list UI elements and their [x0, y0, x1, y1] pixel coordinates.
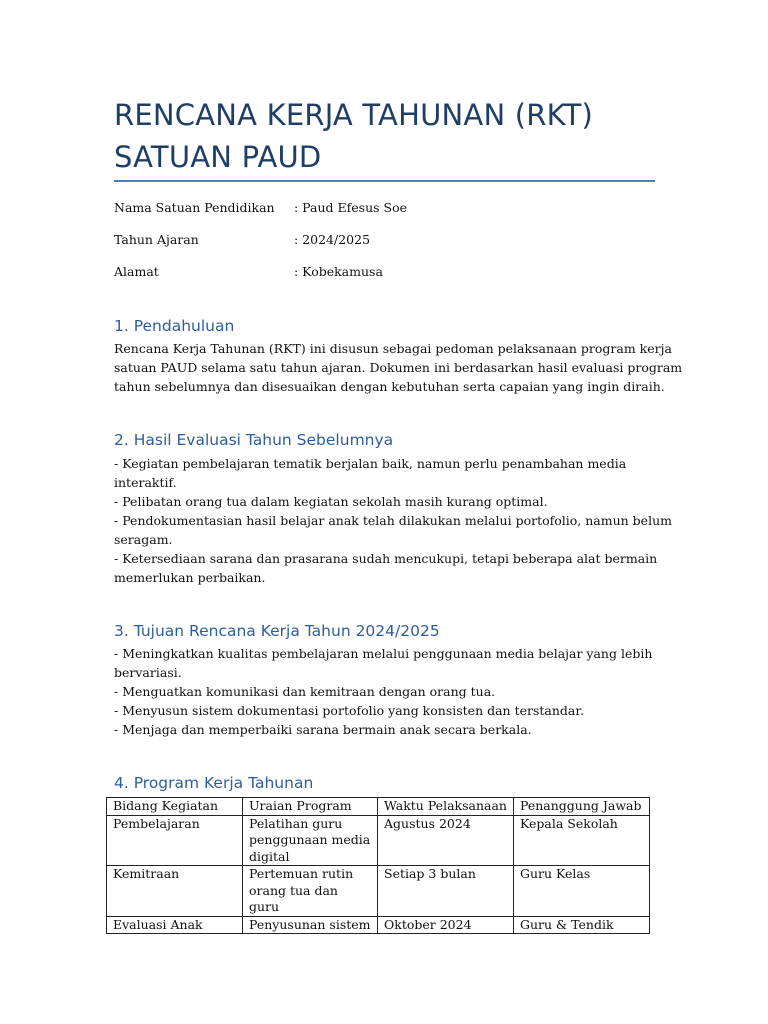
table-cell-pj: Kepala Sekolah: [514, 815, 650, 866]
section-body-evaluasi: [114, 454, 672, 587]
paragraph-line: memerlukan perbaikan.: [114, 570, 266, 585]
cell-line: Pelatihan guru: [249, 815, 343, 831]
title-line-2: SATUAN PAUD: [114, 140, 322, 174]
table-cell-bidang: Kemitraan: [107, 866, 243, 917]
section-heading-tujuan: 3. Tujuan Rencana Kerja Tahun 2024/2025: [114, 622, 440, 640]
table-cell-uraian: [243, 815, 378, 866]
info-label: Tahun Ajaran: [114, 232, 199, 247]
table-cell-waktu: Setiap 3 bulan: [378, 866, 514, 917]
cell-line: penggunaan media: [249, 832, 371, 847]
info-label: Alamat: [114, 264, 159, 279]
section-heading-evaluasi: 2. Hasil Evaluasi Tahun Sebelumnya: [114, 431, 394, 449]
section-heading-pendahuluan: 1. Pendahuluan: [114, 317, 235, 335]
table-cell-pj: Guru Kelas: [514, 866, 650, 917]
section-body-tujuan: [114, 644, 653, 739]
table-row: [107, 866, 650, 917]
table-header-cell: Uraian Program: [243, 798, 378, 816]
table-header-cell: Bidang Kegiatan: [107, 798, 243, 816]
table-header-cell: Waktu Pelaksanaan: [378, 798, 514, 816]
paragraph-line: - Pendokumentasian hasil belajar anak telah dilakukan melalui portofolio, namun belum: [114, 513, 672, 528]
paragraph-line: - Meningkatkan kualitas pembelajaran melalui penggunaan media belajar yang lebih: [114, 646, 653, 661]
table-row: [107, 815, 650, 866]
table-cell-uraian: [243, 866, 378, 917]
table-cell-bidang: Evaluasi Anak: [107, 916, 243, 934]
info-value: : 2024/2025: [294, 232, 371, 247]
cell-line: orang tua dan guru: [249, 882, 338, 914]
paragraph-line: bervariasi.: [114, 665, 182, 680]
paragraph-line: - Pelibatan orang tua dalam kegiatan sekolah masih kurang optimal.: [114, 494, 548, 509]
table-cell-waktu: Agustus 2024: [378, 815, 514, 866]
paragraph-line: satuan PAUD selama satu tahun ajaran. Dokumen ini berdasarkan hasil evaluasi program: [114, 360, 683, 375]
paragraph-line: - Kegiatan pembelajaran tematik berjalan baik, namun perlu penambahan media: [114, 456, 627, 471]
info-value: : Kobekamusa: [294, 264, 383, 279]
title-line-1: RENCANA KERJA TAHUNAN (RKT): [114, 98, 594, 132]
document-title: [114, 94, 674, 178]
cell-line: digital: [249, 848, 290, 864]
table-cell-waktu: Oktober 2024: [378, 916, 514, 934]
paragraph-line: interaktif.: [114, 475, 177, 490]
paragraph-line: - Menjaga dan memperbaiki sarana bermain anak secara berkala.: [114, 722, 532, 737]
paragraph-line: - Menyusun sistem dokumentasi portofolio yang konsisten dan terstandar.: [114, 703, 584, 718]
table-header-row: [107, 798, 650, 816]
table-cell-bidang: Pembelajaran: [107, 815, 243, 866]
info-label: Nama Satuan Pendidikan: [114, 200, 275, 215]
paragraph-line: Rencana Kerja Tahunan (RKT) ini disusun sebagai pedoman pelaksanaan program kerja: [114, 341, 672, 356]
paragraph-line: - Ketersediaan sarana dan prasarana sudah mencukupi, tetapi beberapa alat bermain: [114, 551, 658, 566]
table-cell-pj: Guru & Tendik: [514, 916, 650, 934]
paragraph-line: seragam.: [114, 532, 173, 547]
table-row: [107, 916, 650, 934]
paragraph-line: - Menguatkan komunikasi dan kemitraan dengan orang tua.: [114, 684, 496, 699]
info-value: : Paud Efesus Soe: [294, 200, 408, 215]
table-cell-uraian: [243, 916, 378, 934]
section-heading-program: 4. Program Kerja Tahunan: [114, 774, 314, 792]
title-underline: [114, 180, 655, 182]
section-body-pendahuluan: [114, 339, 683, 396]
cell-line: Pertemuan rutin: [249, 866, 354, 881]
program-table: [106, 797, 650, 934]
cell-line: Penyusunan sistem: [249, 916, 371, 932]
paragraph-line: tahun sebelumnya dan disesuaikan dengan kebutuhan serta capaian yang ingin diraih.: [114, 379, 665, 394]
table-header-cell: Penanggung Jawab: [514, 798, 650, 816]
